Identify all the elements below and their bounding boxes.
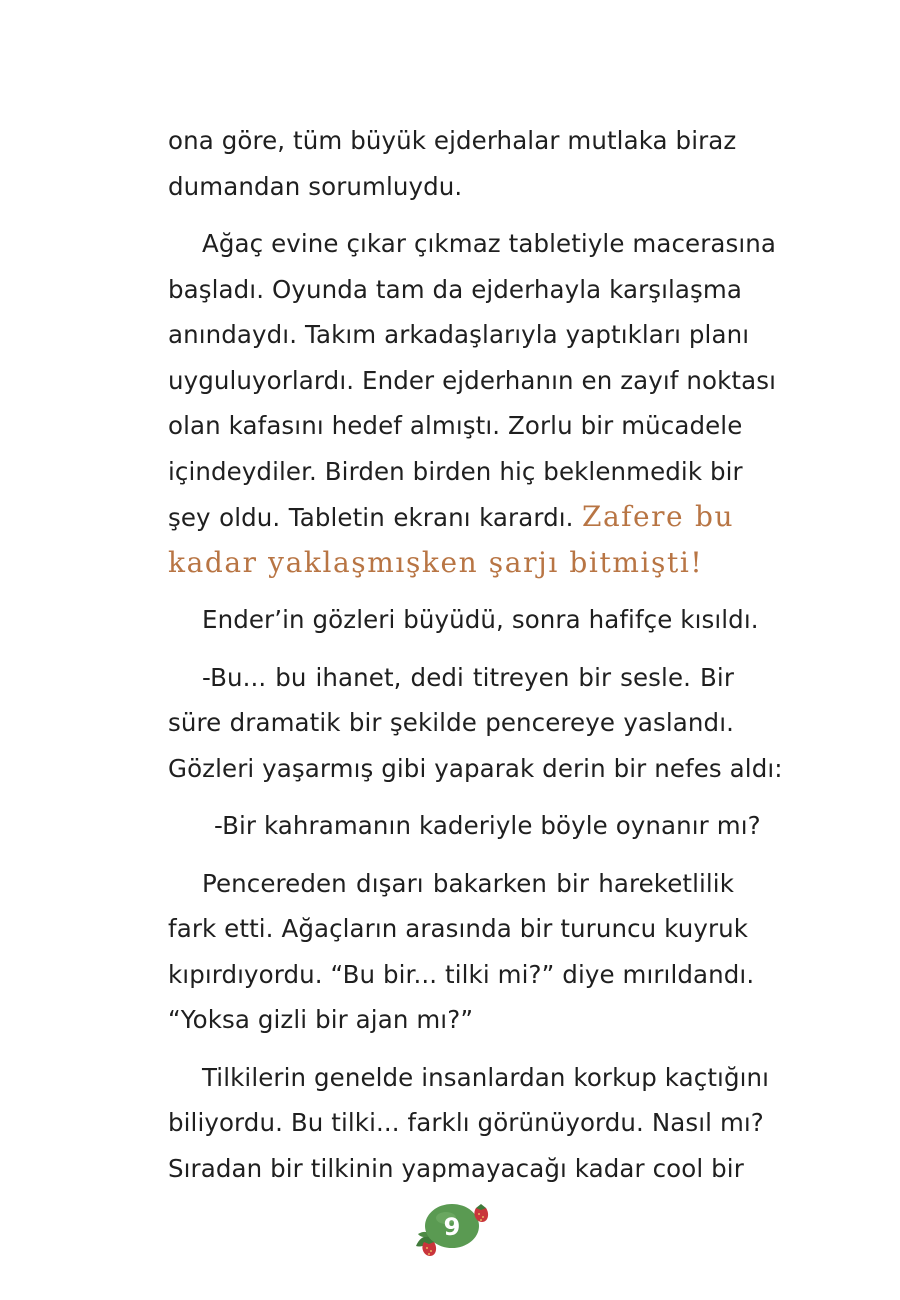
paragraph-1 <box>168 118 737 209</box>
highlighted-phrase: Zafere bu <box>582 500 734 533</box>
page-number-badge <box>410 1196 496 1262</box>
page-text <box>168 118 783 1191</box>
text-line: içindeydiler. Birden birden hiç beklenmedik bir <box>168 456 743 486</box>
text-line: Ender’in gözleri büyüdü, sonra hafifçe kısıldı. <box>202 605 759 634</box>
text-line: Pencereden dışarı bakarken bir hareketlilik <box>202 868 734 898</box>
text-line: Gözleri yaşarmış gibi yaparak derin bir nefes aldı: <box>168 753 783 783</box>
text-line: “Yoksa gizli bir ajan mı?” <box>168 1005 474 1034</box>
paragraph-4 <box>168 655 783 792</box>
paragraph-5 <box>168 803 761 849</box>
text-line: uyguluyorlardı. Ender ejderhanın en zayıf noktası <box>168 365 777 395</box>
page-badge-graphic <box>410 1196 496 1262</box>
text-line: ona göre, tüm büyük ejderhalar mutlaka biraz <box>168 126 737 155</box>
page-number: 9 <box>443 1213 461 1241</box>
highlighted-line: kadar yaklaşmışken şarjı bitmişti! <box>168 545 704 579</box>
text-line: olan kafasını hedef almıştı. Zorlu bir mücadele <box>168 411 743 440</box>
dialogue-line: -Bir kahramanın kaderiyle böyle oynanır mı? <box>214 811 761 840</box>
text-line: Sıradan bir tilkinin yapmayacağı kadar cool bir <box>168 1153 744 1183</box>
paragraph-2 <box>168 221 777 585</box>
mixed-text-line <box>168 494 734 540</box>
text-line: fark etti. Ağaçların arasında bir turuncu kuyruk <box>168 914 749 943</box>
text-line: kıpırdıyordu. “Bu bir... tilki mi?” diye mırıldandı. <box>168 959 755 989</box>
text-line: başladı. Oyunda tam da ejderhayla karşılaşma <box>168 274 742 304</box>
text-line: anındaydı. Takım arkadaşlarıyla yaptıkları planı <box>168 320 750 349</box>
text-line: süre dramatik bir şekilde pencereye yaslandı. <box>168 708 734 737</box>
text-span: şey oldu. Tabletin ekranı karardı. <box>168 503 582 532</box>
text-line: Ağaç evine çıkar çıkmaz tabletiyle macerasına <box>202 229 777 258</box>
text-line: biliyordu. Bu tilki... farklı görünüyordu. Nasıl mı? <box>168 1108 764 1137</box>
text-line: Tilkilerin genelde insanlardan korkup kaçtığını <box>202 1062 770 1092</box>
paragraph-6 <box>168 861 755 1043</box>
text-line: dumandan sorumluydu. <box>168 171 463 201</box>
paragraph-3 <box>168 597 759 643</box>
paragraph-7 <box>168 1055 770 1192</box>
dialogue-line: -Bu... bu ihanet, dedi titreyen bir sesle. Bir <box>202 662 734 692</box>
